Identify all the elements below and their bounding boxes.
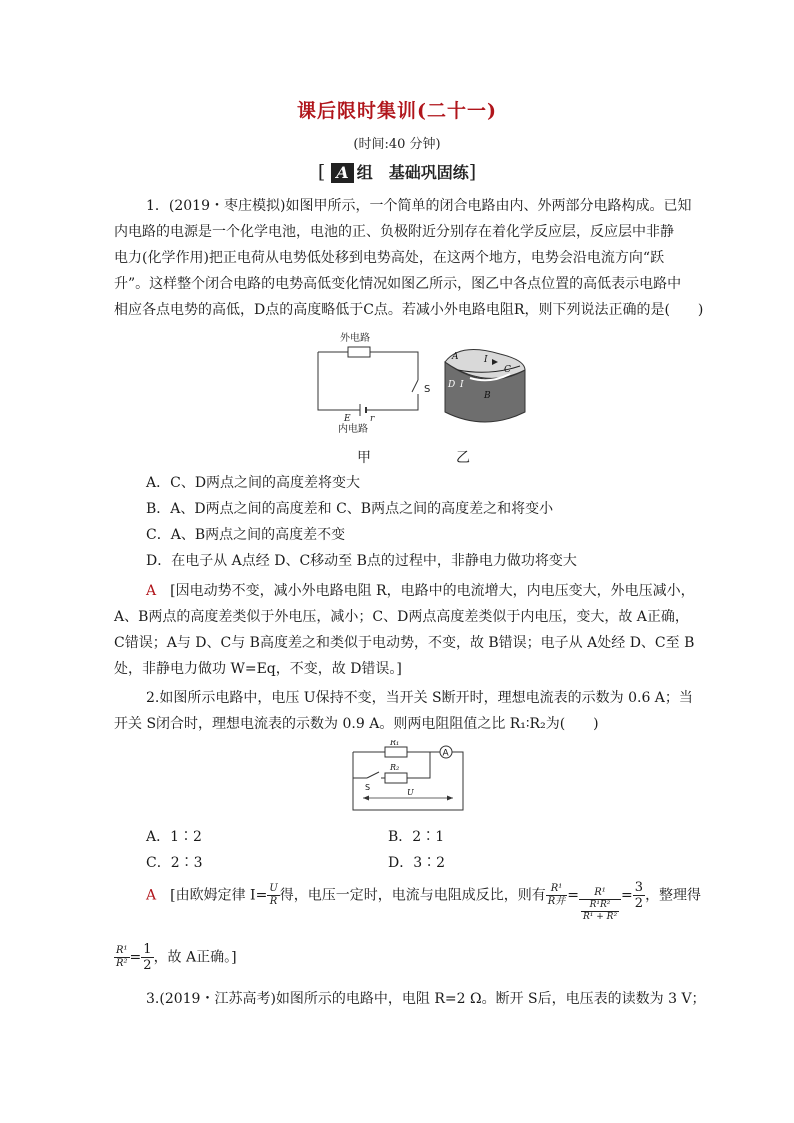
- switch-label: S: [424, 384, 431, 395]
- result-value-fraction: $\frac{1}{2}$: [143, 942, 152, 973]
- section-heading: [0, 160, 794, 183]
- resistor-r-symbol: [348, 347, 370, 357]
- equals-sign-3: =: [129, 949, 142, 966]
- section-letter-badge: A: [331, 163, 353, 183]
- q1-answer-text-1: [因电动势不变，减小外电路电阻 R，电路中的电流增大，内电压变大，外电压减小，: [170, 583, 695, 599]
- q1-stem-line-1: 1．(2019・枣庄模拟)如图甲所示，一个简单的闭合电路由内、外两部分电路构成。已知: [146, 198, 692, 214]
- equals-sign-2: =: [621, 887, 633, 904]
- q2-answer-post: ，整理得: [645, 887, 702, 904]
- potential-figure-yi: [440, 340, 530, 430]
- q3-stem-line-1: 3.(2019・江苏高考)如图所示的电路中，电阻 R=2 Ω。断开 S后，电压表的读数为 3 V；: [146, 991, 706, 1007]
- current-label-top: I: [484, 355, 488, 365]
- q1-option-a: A．C、D两点之间的高度差将变大: [146, 475, 361, 491]
- inner-circuit-label: 内电路: [338, 424, 368, 435]
- switch-s-symbol: [412, 380, 418, 392]
- value-fraction: $\frac{3}{2}$: [634, 880, 644, 911]
- page-title: 课后限时集训(二十一): [297, 100, 497, 122]
- ratio-fraction: $\frac{\text{R¹}}{\text{R并}}$: [547, 883, 566, 907]
- q1-stem-line-5: 相应各点电势的高低，D点的高度略低于C点。若减小外电路电阻R，则下列说法正确的是( ): [114, 302, 704, 318]
- figure-yi-caption: 乙: [456, 450, 470, 466]
- q2-option-c: C．2∶3: [146, 855, 203, 871]
- section-bracket-close: ]: [468, 161, 477, 183]
- figure-jia-caption: 甲: [357, 450, 371, 466]
- circuit-figure-q2: [345, 740, 475, 820]
- r2-label: R₂: [390, 763, 400, 772]
- switch-s-symbol-q2: [367, 772, 379, 778]
- point-c-label: C: [504, 365, 511, 375]
- q2-answer-line-1: [146, 880, 701, 923]
- r1-label: R₁: [390, 740, 400, 747]
- q2-answer-line-2: [114, 942, 237, 973]
- point-b-label: B: [484, 391, 491, 401]
- internal-resistance-label: r: [370, 414, 375, 424]
- q1-answer-line-2: A、B两点的高度差类似于外电压，减小；C、D两点高度差类似于内电压，变大，故 A正确，: [114, 609, 689, 625]
- q2-option-d: D．3∶2: [388, 855, 446, 871]
- outer-circuit-label: 外电路: [340, 333, 370, 344]
- resistor-r2-symbol: [385, 773, 407, 783]
- q1-stem-line-2: 内电路的电源是一个化学电池，电池的正、负极附近分别存在着化学反应层，反应层中非静: [114, 224, 674, 240]
- q2-option-a: A．1∶2: [146, 829, 202, 845]
- q2-answer-mid: 得，电压一定时，电流与电阻成反比，则有: [279, 887, 546, 904]
- point-a-label: A: [452, 352, 459, 362]
- q1-answer-line-1: [146, 580, 695, 602]
- q1-answer-letter: A: [146, 583, 157, 599]
- time-limit: (时间:40 分钟): [353, 137, 441, 152]
- parallel-fraction: $\frac{\text{R¹}}{\frac{\text{R¹R²}}{\text{R¹ + R²}}}$: [579, 887, 621, 923]
- q2-option-b: B．2∶1: [388, 829, 445, 845]
- emf-label: E: [344, 414, 351, 424]
- ohm-law-fraction: $\frac{U}{R}$: [269, 883, 278, 907]
- ammeter-label: A: [442, 748, 449, 759]
- q1-answer-line-4: 处，非静电力做功 W=Eq，不变，故 D错误。]: [114, 661, 402, 677]
- point-d-label: D: [448, 380, 456, 390]
- q2-answer-post-2: ，故 A正确。]: [153, 949, 237, 966]
- resistor-r1-symbol: [385, 747, 407, 757]
- q2-stem-line-1: 2.如图所示电路中，电压 U保持不变，当开关 S断开时，理想电流表的示数为 0.6 A；当: [146, 690, 693, 706]
- equals-sign: =: [567, 887, 580, 904]
- voltage-label: U: [407, 788, 414, 797]
- q1-option-d: D．在电子从 A点经 D、C移动至 B点的过程中，非静电力做功将变大: [146, 553, 577, 569]
- q2-answer-letter: A: [146, 887, 157, 904]
- result-fraction: $\frac{\text{R¹}}{\text{R²}}$: [116, 945, 128, 969]
- switch-label-q2: S: [365, 783, 371, 792]
- section-bracket-open: [: [317, 161, 326, 183]
- q1-answer-line-3: C错误；A与 D、C与 B高度差之和类似于电动势，不变，故 B错误；电子从 A处经 D、C至 B: [114, 635, 695, 651]
- circuit-figure-jia: [310, 330, 440, 440]
- q2-answer-pre: [由欧姆定律 I=: [170, 887, 268, 904]
- current-label-bottom: I: [460, 380, 464, 390]
- section-label: 组 基础巩固练: [356, 163, 469, 182]
- q1-stem-line-4: 升”。这样整个闭合电路的电势高低变化情况如图乙所示，图乙中各点位置的高低表示电路中: [114, 276, 682, 292]
- q1-option-b: B．A、D两点之间的高度差和 C、B两点之间的高度差之和将变小: [146, 501, 554, 517]
- q1-option-c: C．A、B两点之间的高度差不变: [146, 527, 346, 543]
- q2-stem-line-2: 开关 S闭合时，理想电流表的示数为 0.9 A。则两电阻阻值之比 R₁∶R₂为( ): [114, 716, 599, 732]
- q1-stem-line-3: 电力(化学作用)把正电荷从电势低处移到电势高处，在这两个地方，电势会沿电流方向“跃: [114, 250, 665, 266]
